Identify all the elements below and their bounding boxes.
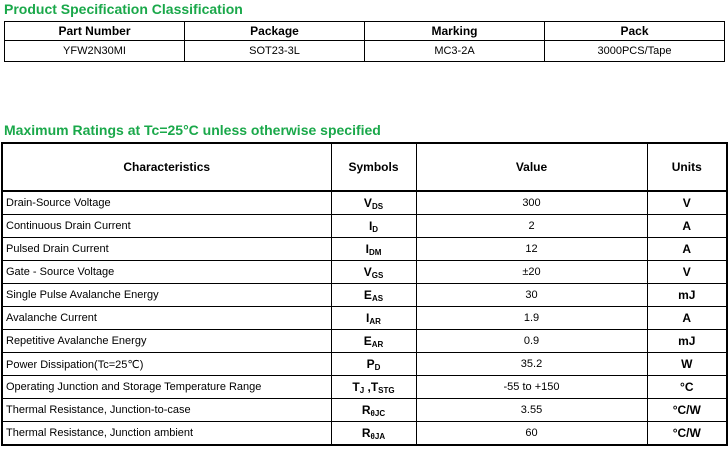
symbol-cell: $P_D$ <box>331 353 416 376</box>
unit-cell: A <box>647 215 727 238</box>
table-row <box>2 238 727 261</box>
unit-cell: °C/W <box>647 422 727 446</box>
product-spec-table <box>4 21 725 62</box>
header-marking: Marking <box>365 22 545 41</box>
table-row <box>2 191 727 215</box>
characteristic-cell: Power Dissipation(Tc=25℃) <box>2 353 331 376</box>
symbol-cell: $V_{DS}$ <box>331 191 416 215</box>
characteristic-cell: Thermal Resistance, Junction ambient <box>2 422 331 446</box>
unit-cell: mJ <box>647 330 727 353</box>
table-row <box>2 215 727 238</box>
value-cell: -55 to +150 <box>416 376 647 399</box>
table-row <box>2 284 727 307</box>
max-ratings-table <box>1 142 728 446</box>
characteristic-cell: Avalanche Current <box>2 307 331 330</box>
unit-cell: mJ <box>647 284 727 307</box>
unit-cell: A <box>647 307 727 330</box>
value-cell: 35.2 <box>416 353 647 376</box>
value-cell: 12 <box>416 238 647 261</box>
max-ratings-title: Maximum Ratings at Tc=25°C unless otherwise specified <box>4 122 381 138</box>
value-cell: 3.55 <box>416 399 647 422</box>
table-row <box>2 399 727 422</box>
unit-cell: V <box>647 191 727 215</box>
value-cell: ±20 <box>416 261 647 284</box>
table-row <box>2 376 727 399</box>
table-row <box>2 307 727 330</box>
value-cell: 0.9 <box>416 330 647 353</box>
characteristic-cell: Drain-Source Voltage <box>2 191 331 215</box>
characteristic-cell: Thermal Resistance, Junction-to-case <box>2 399 331 422</box>
characteristic-cell: Pulsed Drain Current <box>2 238 331 261</box>
value-cell: 2 <box>416 215 647 238</box>
symbol-cell: $R_{\theta JA}$ <box>331 422 416 446</box>
table-header-row <box>2 143 727 191</box>
header-characteristics: Characteristics <box>2 143 331 191</box>
symbol-cell: $V_{GS}$ <box>331 261 416 284</box>
table-row <box>2 353 727 376</box>
table-row <box>2 261 727 284</box>
unit-cell: V <box>647 261 727 284</box>
part-number-cell: YFW2N30MI <box>5 41 185 62</box>
unit-cell: °C/W <box>647 399 727 422</box>
value-cell: 300 <box>416 191 647 215</box>
product-spec-title: Product Specification Classification <box>4 1 243 17</box>
symbol-cell: $I_{DM}$ <box>331 238 416 261</box>
symbol-cell: $I_{AR}$ <box>331 307 416 330</box>
characteristic-cell: Operating Junction and Storage Temperature Range <box>2 376 331 399</box>
unit-cell: A <box>647 238 727 261</box>
characteristic-cell: Continuous Drain Current <box>2 215 331 238</box>
value-cell: 1.9 <box>416 307 647 330</box>
characteristic-cell: Repetitive Avalanche Energy <box>2 330 331 353</box>
package-cell: SOT23-3L <box>185 41 365 62</box>
header-symbols: Symbols <box>331 143 416 191</box>
symbol-cell: $R_{\theta JC}$ <box>331 399 416 422</box>
table-header-row <box>5 22 725 41</box>
table-row <box>2 330 727 353</box>
unit-cell: W <box>647 353 727 376</box>
symbol-cell: $E_{AS}$ <box>331 284 416 307</box>
header-value: Value <box>416 143 647 191</box>
header-package: Package <box>185 22 365 41</box>
header-units: Units <box>647 143 727 191</box>
header-part-number: Part Number <box>5 22 185 41</box>
symbol-cell: $T_J$ $,T_{STG}$ <box>331 376 416 399</box>
characteristic-cell: Gate - Source Voltage <box>2 261 331 284</box>
value-cell: 30 <box>416 284 647 307</box>
symbol-cell: $I_D$ <box>331 215 416 238</box>
header-pack: Pack <box>545 22 725 41</box>
marking-cell: MC3-2A <box>365 41 545 62</box>
value-cell: 60 <box>416 422 647 446</box>
table-row <box>2 422 727 446</box>
pack-cell: 3000PCS/Tape <box>545 41 725 62</box>
symbol-cell: $E_{AR}$ <box>331 330 416 353</box>
characteristic-cell: Single Pulse Avalanche Energy <box>2 284 331 307</box>
table-row <box>5 41 725 62</box>
unit-cell: °C <box>647 376 727 399</box>
